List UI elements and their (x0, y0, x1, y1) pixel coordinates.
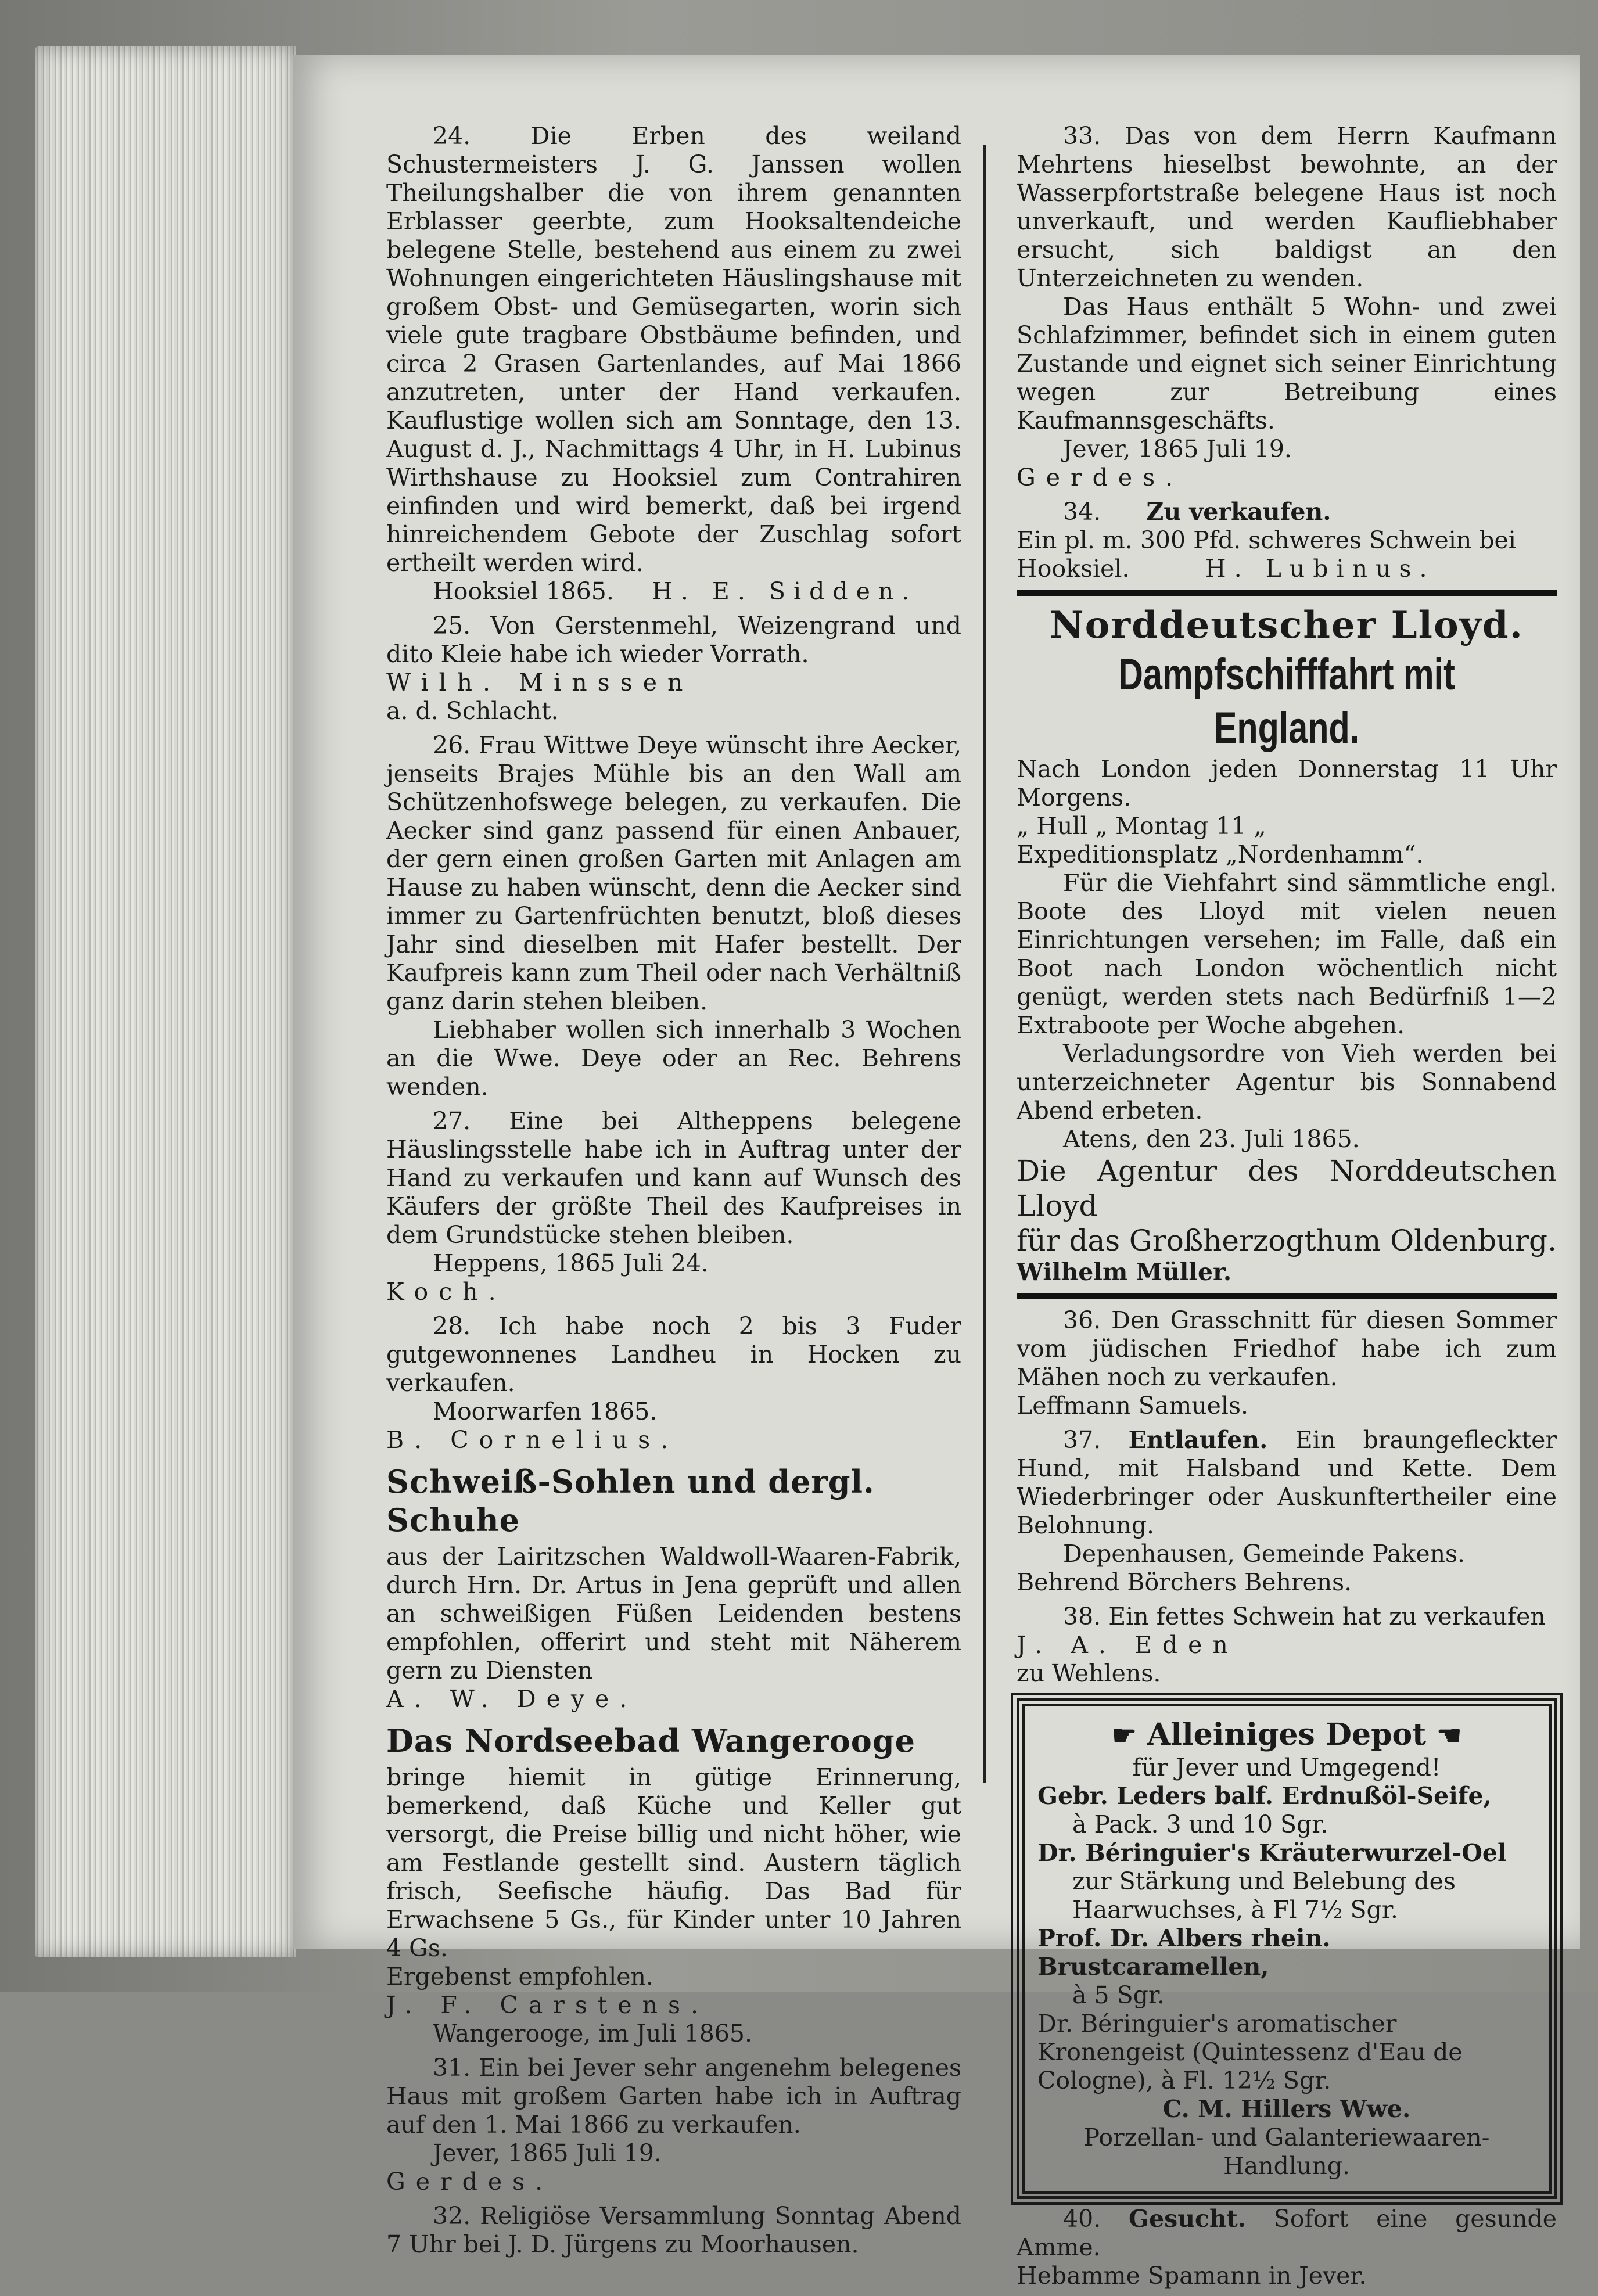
ad-40-signature: Hebamme Spamann in Jever. (1017, 2262, 1367, 2290)
ad-24-place: Hooksiel 1865. (433, 577, 614, 605)
ad-shoes-heading: Schweiß-Sohlen und dergl. Schuhe (386, 1463, 875, 1539)
ad-40-body (1017, 2205, 1557, 2262)
depot-firm-2: Porzellan- und Galanteriewaaren-Handlung. (1083, 2123, 1490, 2180)
lloyd-agentur-1: Die Agentur des Norddeutschen Lloyd (1017, 1154, 1557, 1223)
pointing-hand-left-icon: ☛ (1111, 1719, 1137, 1752)
lloyd-text-2: Verladungsordre von Vieh werden bei unterzeichneter Agentur bis Sonnabend Abend erbeten. (1017, 1040, 1557, 1124)
ad-28-signature: B. Cornelius. (386, 1426, 679, 1454)
ad-wangerooge (386, 1722, 961, 2048)
ad-26 (386, 731, 961, 1101)
pointing-hand-right-icon: ☚ (1437, 1719, 1462, 1752)
depot-item-2-detail: zur Stärkung und Belebung des Haarwuchses, à Fl 7½ Sgr. (1072, 1867, 1456, 1924)
ad-31-text: 31. Ein bei Jever sehr angenehm belegenes Haus mit großem Garten habe ich in Auftrag auf den 1. Mai 1866 zu verkaufen. (386, 2054, 961, 2139)
ad-33-text: 33. Das von dem Herrn Kaufmann Mehrtens hieselbst bewohnte, an der Wasserpfortstraße belegene Haus ist noch unverkauft, und werden Kaufliebhaber ersucht, sich baldigst an den Unterzeichneten zu wenden. (1017, 122, 1557, 292)
ad-38-text: 38. Ein fettes Schwein hat zu verkaufen (1063, 1602, 1546, 1630)
ad-wangerooge-greeting: Ergebenst empfohlen. (386, 1963, 653, 1990)
ad-37-signature: Behrend Börchers Behrens. (1017, 1568, 1352, 1596)
depot-title: Alleiniges Depot (1147, 1717, 1427, 1752)
ad-40-text: Sofort eine gesunde Amme. (1017, 2205, 1557, 2261)
depot-title-row (1037, 1717, 1536, 1754)
ad-38-signature: J. A. Eden (1017, 1631, 1238, 1659)
lloyd-bottom-rule (1017, 1293, 1557, 1299)
lloyd-line-1: Nach London jeden Donnerstag 11 Uhr Morgens. (1017, 755, 1557, 811)
ad-shoes (386, 1463, 961, 1713)
left-column (386, 122, 961, 2265)
ad-40 (1017, 2205, 1557, 2290)
ad-37-body (1017, 1426, 1557, 1540)
ad-33 (1017, 122, 1557, 492)
depot-item-3-price: à 5 Sgr. (1072, 1981, 1165, 2009)
depot-item-4: Dr. Béringuier's aromatischer Kronengeist (Quintessenz d'Eau de Cologne), à Fl. 12½ Sgr. (1037, 2010, 1463, 2094)
ad-31 (386, 2054, 961, 2196)
ad-lloyd (1017, 603, 1557, 1287)
right-column (1017, 122, 1557, 2296)
lloyd-top-rule (1017, 590, 1557, 596)
ad-24 (386, 122, 961, 606)
ad-40-number: 40. (1063, 2205, 1101, 2233)
ad-38 (1017, 1602, 1557, 1688)
ad-32-text: 32. Religiöse Versammlung Sonntag Abend 7 Uhr bei J. D. Jürgens zu Moorhausen. (386, 2202, 961, 2258)
ad-26-text-2: Liebhaber wollen sich innerhalb 3 Wochen an die Wwe. Deye oder an Rec. Behrens wenden. (386, 1016, 961, 1101)
depot-item-1: Gebr. Leders balf. Erdnußöl-Seife, (1037, 1782, 1492, 1810)
lloyd-text: Für die Viehfahrt sind sämmtliche engl. Boote des Lloyd mit vielen neuen Einrichtungen versehen; im Falle, daß ein Boot nach London wöchentlich nicht genügt, werden stets nach Bedürfniß 1—2 Extraboote per Woche abgehen. (1017, 869, 1557, 1039)
ad-36-text: 36. Den Grasschnitt für diesen Sommer vom jüdischen Friedhof habe ich zum Mähen noch zu verkaufen. (1017, 1306, 1557, 1391)
ad-33-text-2: Das Haus enthält 5 Wohn- und zwei Schlafzimmer, befindet sich in einem guten Zustande und eignet sich seiner Einrichtung wegen zur Betreibung eines Kaufmannsgeschäfts. (1017, 293, 1557, 434)
ad-25-text: 25. Von Gerstenmehl, Weizengrand und dito Kleie habe ich wieder Vorrath. (386, 612, 961, 668)
depot-item-3: Prof. Dr. Albers rhein. Brustcaramellen, (1037, 1924, 1331, 1981)
ad-33-signature: Gerdes. (1017, 463, 1184, 491)
ad-25-signature-2: a. d. Schlacht. (386, 697, 559, 725)
depot-item-2: Dr. Béringuier's Kräuterwurzel-Oel (1037, 1839, 1507, 1867)
ad-32 (386, 2202, 961, 2259)
ad-37-number: 37. (1063, 1426, 1101, 1454)
ad-34-footer (1017, 555, 1557, 583)
ad-24-signature: H. E. Sidden. (652, 577, 918, 605)
ad-27 (386, 1107, 961, 1306)
ad-34-heading: Zu verkaufen. (1146, 498, 1331, 526)
lloyd-subtitle: Dampfschifffahrt mit England. (1118, 650, 1455, 753)
ad-24-footer (386, 577, 961, 606)
ad-24-text: 24. Die Erben des weiland Schustermeisters J. G. Janssen wollen Theilungshalber die von ihrem genannten Erblasser geerbte, zum Hooksaltendeiche belegene Stelle, bestehend aus einem zu zwei Wohnungen eingerichteten Häuslingshause mit großem Obst- und Gemüsegarten, worin sich viele gute tragbare Obstbäume befinden, und circa 2 Grasen Gartenlandes, auf Mai 1866 anzutreten, unter der Hand verkaufen. Kauflustige wollen sich am Sonntage, den 13. August d. J., Nachmittags 4 Uhr, in H. Lubinus Wirthshause zu Hooksiel zum Contrahiren einfinden und wird bemerkt, daß bei irgend hinreichendem Gebote der Zuschlag sofort ertheilt werden wird. (386, 122, 961, 577)
ad-34-number: 34. (1063, 498, 1101, 526)
lloyd-agentur-2: für das Großherzogthum Oldenburg. (1017, 1224, 1557, 1257)
ad-shoes-signature: A. W. Deye. (386, 1685, 638, 1713)
ad-36 (1017, 1306, 1557, 1420)
ad-28-text: 28. Ich habe noch 2 bis 3 Fuder gutgewonnenes Landheu in Hocken zu verkaufen. (386, 1312, 961, 1397)
lloyd-title: Norddeutscher Lloyd. (1050, 603, 1524, 647)
lloyd-signature: Wilhelm Müller. (1017, 1258, 1232, 1286)
ad-wangerooge-heading: Das Nordseebad Wangerooge (386, 1722, 915, 1759)
lloyd-place: Atens, den 23. Juli 1865. (1063, 1125, 1360, 1153)
ad-37 (1017, 1426, 1557, 1597)
ad-wangerooge-text: bringe hiemit in gütige Erinnerung, bemerkend, daß Küche und Keller gut versorgt, die Preise billig und nicht höher, wie am Festlande gestellt sind. Austern täglich frisch, Seefische häufig. Das Bad für Erwachsene 5 Gs., für Kinder unter 10 Jahren 4 Gs. (386, 1763, 961, 1962)
newspaper-page (293, 55, 1580, 2290)
ad-37-text: Ein braungefleckter Hund, mit Halsband und Kette. Dem Wiederbringer oder Auskunftertheiler eine Belohnung. (1017, 1426, 1557, 1539)
ad-34 (1017, 498, 1557, 583)
ad-36-signature: Leffmann Samuels. (1017, 1392, 1249, 1420)
book-page-edges (35, 46, 296, 1957)
ad-37-heading: Entlaufen. (1128, 1426, 1268, 1454)
ad-wangerooge-signature: J. F. Carstens. (386, 1991, 709, 2019)
depot-item-1-price: à Pack. 3 und 10 Sgr. (1072, 1810, 1328, 1838)
ad-34-headline (1017, 498, 1557, 526)
ad-40-heading: Gesucht. (1129, 2205, 1246, 2233)
ad-31-signature: Gerdes. (386, 2168, 554, 2196)
lloyd-line-2: „ Hull „ Montag 11 „ (1017, 812, 1266, 840)
ad-shoes-text: aus der Lairitzschen Waldwoll-Waaren-Fabrik, durch Hrn. Dr. Artus in Jena geprüft und allen an schweißigen Füßen Leidenden bestens empfohlen, offerirt und steht mit Näherem gern zu Diensten (386, 1543, 961, 1684)
ad-26-text: 26. Frau Wittwe Deye wünscht ihre Aecker, jenseits Brajes Mühle bis an den Wall am Schützenhofswege belegen, zu verkaufen. Die Aecker sind ganz passend für einen Anbauer, der gern einen großen Garten mit Anlagen am Hause zu haben wünscht, denn die Aecker sind immer zu Gartenfrüchten benutzt, bloß dieses Jahr sind dieselben mit Hafer bestellt. Der Kaufpreis kann zum Theil oder nach Verhältniß ganz darin stehen bleiben. (386, 731, 961, 1015)
ad-wangerooge-place: Wangerooge, im Juli 1865. (433, 2020, 752, 2047)
depot-subtitle: für Jever und Umgegend! (1132, 1754, 1441, 1781)
depot-firm: C. M. Hillers Wwe. (1162, 2095, 1411, 2123)
ad-27-place: Heppens, 1865 Juli 24. (433, 1249, 709, 1277)
ad-33-place: Jever, 1865 Juli 19. (1063, 435, 1292, 463)
ad-34-signature: H. Lubinus. (1205, 555, 1435, 583)
ad-38-signature-2: zu Wehlens. (1017, 1659, 1161, 1687)
ad-37-place: Depenhausen, Gemeinde Pakens. (1063, 1540, 1466, 1568)
ad-25-signature: Wilh. Minssen (386, 669, 694, 696)
ad-25 (386, 612, 961, 725)
ad-27-signature: Koch. (386, 1278, 507, 1306)
ad-31-place: Jever, 1865 Juli 19. (433, 2139, 662, 2167)
lloyd-line-3: Expeditionsplatz „Nordenhamm“. (1017, 840, 1424, 868)
ad-28-place: Moorwarfen 1865. (433, 1397, 658, 1425)
ad-27-text: 27. Eine bei Altheppens belegene Häuslingsstelle habe ich in Auftrag unter der Hand zu verkaufen und kann auf Wunsch des Käufers der größte Theil des Kaufpreises in dem Grundstücke stehen bleiben. (386, 1107, 961, 1249)
ad-28 (386, 1312, 961, 1454)
ad-depot-box (1017, 1698, 1557, 2199)
column-divider (983, 145, 986, 1783)
ad-34-place: Hooksiel. (1017, 555, 1130, 583)
ad-34-text: Ein pl. m. 300 Pfd. schweres Schwein bei (1017, 526, 1516, 554)
